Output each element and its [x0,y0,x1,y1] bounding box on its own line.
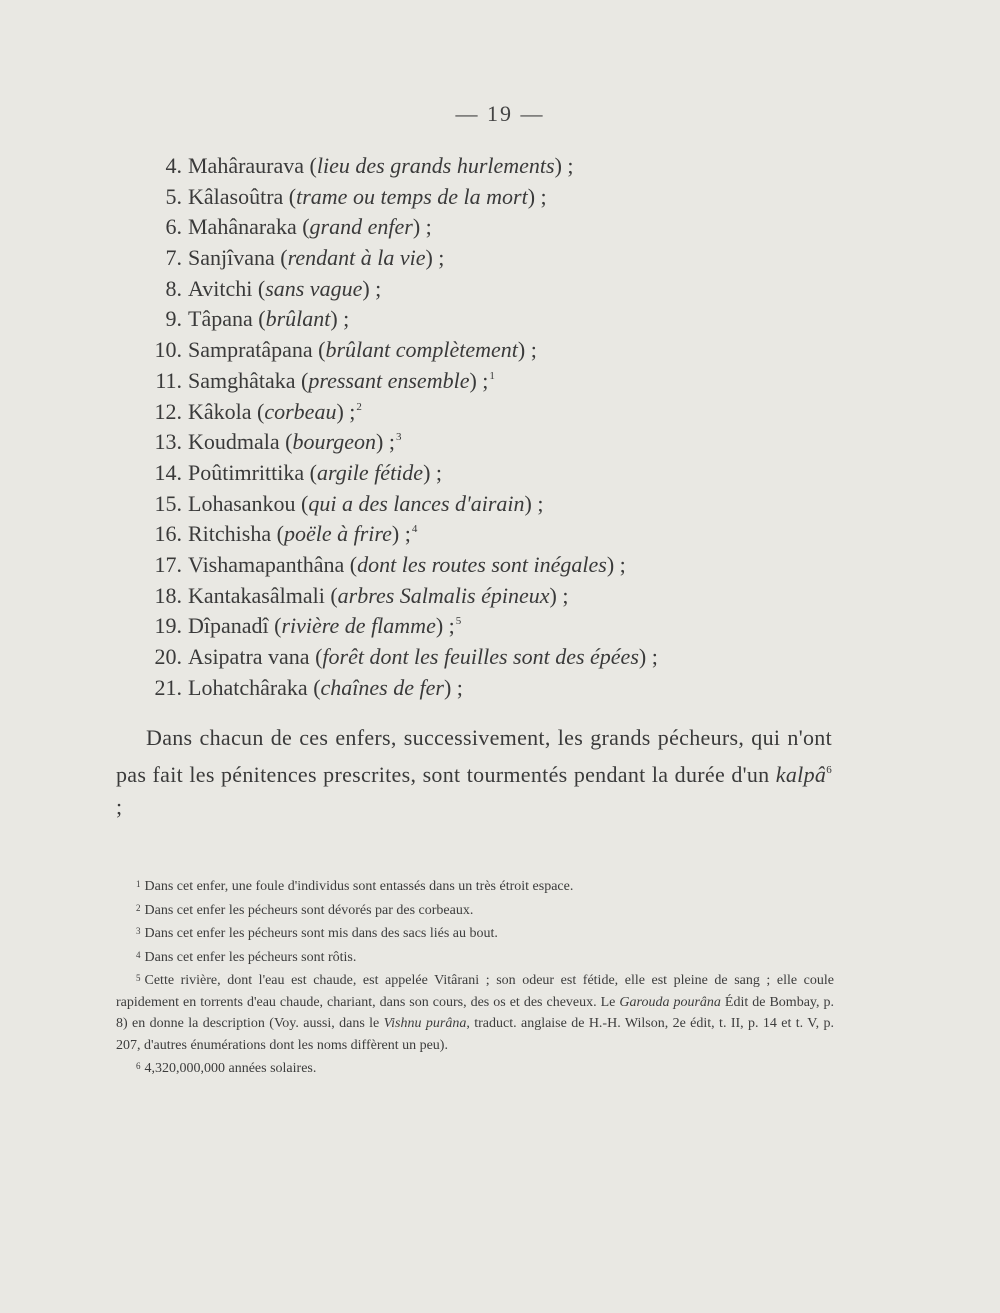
list-item: 10. Sampratâpana (brûlant complètement) ; [128,330,868,361]
paragraph-text: Dans chacun de ces enfers, successivement, les grands pécheurs, qui n'ont pas fait les pénitences prescrites, sont tourmentés pendant la durée d'un [116,725,832,787]
list-item: 7. Sanjîvana (rendant à la vie) ; [128,238,868,269]
item-gloss: poële à frire [283,521,392,547]
footnote-mark: 6 [136,1061,141,1071]
item-number: 16. [154,521,182,547]
item-number: 17. [154,551,182,577]
item-number: 12. [154,398,182,424]
item-number: 8. [165,275,182,301]
item-name: Ritchisha [188,521,272,547]
item-name: Koudmala [188,429,280,455]
item-gloss: brûlant complètement [325,337,518,363]
item-number: 9. [165,306,182,332]
item-number: 19. [154,613,182,639]
item-gloss: rivière de flamme [281,613,436,639]
list-item: 9. Tâpana (brûlant) ; [128,299,868,330]
item-name: Mahânaraka [188,214,297,240]
list-item: 16. Ritchisha (poële à frire) ;$^4$ [128,514,868,545]
footnote-mark: 1 [136,879,141,889]
item-gloss: dont les routes sont inégales [357,551,607,577]
footnote-mark: 4 [136,949,141,960]
list-item: 5. Kâlasoûtra (trame ou temps de la mort) ; [128,177,868,208]
footnote: $^3$ Dans cet enfer les pécheurs sont mis dans des sacs liés au bout. [136,926,498,941]
item-gloss: sans vague [265,275,363,301]
item-number: 6. [165,214,182,240]
footnote-ref: 1 [489,369,495,382]
footnote-ref: 5 [455,615,462,628]
body-paragraph: Dans chacun de ces enfers, successivement, les grands pécheurs, qui n'ont pas fait les pénitences prescrites, sont tourmentés pendant la durée d'un kalpâ$^6$ ; [116,725,832,819]
item-number: 14. [154,459,182,485]
item-gloss: pressant ensemble [308,367,470,393]
list-item: 17. Vishamapanthâna (dont les routes sont inégales) ; [128,545,868,576]
item-name: Kantakasâlmali [188,582,325,608]
item-name: Mahâraurava [188,153,305,178]
list-item: 14. Poûtimrittika (argile fétide) ; [128,453,868,484]
item-gloss: forêt dont les feuilles sont des épées [322,644,639,669]
item-gloss: qui a des lances d'airain [308,490,525,516]
item-name: Vishamapanthâna [188,551,345,577]
item-gloss: lieu des grands hurlements [316,153,555,178]
item-name: Asipatra vana [188,644,310,669]
item-name: Samghâtaka [188,367,296,393]
footnote-ref: 6 [826,764,832,776]
footnote-mark: 3 [136,926,141,936]
item-number: 7. [165,245,182,271]
item-name: Sanjîvana [188,245,275,271]
footnote: $^4$ Dans cet enfer les pécheurs sont rôtis. [136,949,357,965]
footnote: $^2$ Dans cet enfer les pécheurs sont dévorés par des corbeaux. [136,902,474,918]
item-gloss: trame ou temps de la mort [296,183,528,209]
item-gloss: bourgeon [292,429,376,455]
item-number: 11. [155,367,182,393]
item-number: 4. [165,153,182,178]
item-number: 13. [154,429,182,455]
item-gloss: chaînes de fer [320,674,444,700]
item-name: Poûtimrittika [188,459,305,485]
item-name: Dîpanadî [188,613,269,639]
list-item: 13. Koudmala (bourgeon) ;$^3$ [128,422,868,453]
item-name: Kâlasoûtra [188,183,284,209]
item-number: 21. [154,674,182,700]
list-item: 12. Kâkola (corbeau) ;$^2$ [128,392,868,423]
item-name: Avitchi [188,275,253,301]
item-name: Sampratâpana [188,337,313,363]
list-item: 6. Mahânaraka (grand enfer) ; [128,207,868,238]
page-number: — 19 — [455,101,545,126]
item-gloss: argile fétide [316,459,424,485]
footnote-ref: 2 [356,400,362,413]
footnote-ref: 3 [395,431,402,444]
item-gloss: corbeau [264,398,337,424]
item-number: 18. [154,582,182,608]
list-item: 18. Kantakasâlmali (arbres Salmalis épineux) ; [128,576,868,607]
list-item: 4. Mahâraurava (lieu des grands hurlements) ; [128,146,868,177]
item-number: 10. [154,337,182,363]
item-gloss: rendant à la vie [287,245,426,271]
item-name: Lohasankou [188,490,296,516]
item-number: 5. [165,183,182,209]
item-gloss: grand enfer [309,214,413,240]
item-number: 20. [154,644,182,669]
footnote-ref: 4 [411,523,418,536]
footnote: $^6$ 4,320,000,000 années solaires. [136,1061,317,1076]
footnote: $^5$ Cette rivière, dont l'eau est chaude, est appelée Vitârani ; son odeur est fétide, elle est pleine de sang ; elle coule rapidement en torrents d'eau chaude, chariant, dans son cours, des os et des cheveux. Le Garouda pourâna Édit de Bombay, p. 8) en donne la description (Voy. aussi, dans le Vishnu purâna, traduct. anglaise de H.-H. Wilson, 2e édit, t. II, p. 14 et t. V, p. 207, d'autres énumérations dont les noms diffèrent un peu). [116,973,834,1053]
list-item: 21. Lohatchâraka (chaînes de fer) ; [128,668,868,699]
item-number: 15. [154,490,182,516]
footnote-mark: 2 [136,902,141,913]
item-name: Lohatchâraka [188,674,308,700]
footnotes [116,874,834,1080]
paragraph-term: kalpâ [775,762,827,787]
footnote: $^1$ Dans cet enfer, une foule d'individus sont entassés dans un très étroit espace. [136,879,574,894]
list-item: 20. Asipatra vana (forêt dont les feuilles sont des épées) ; [128,637,868,668]
item-gloss: arbres Salmalis épineux [337,582,550,608]
item-name: Tâpana [188,306,253,332]
footnote-mark: 5 [136,973,141,983]
item-name: Kâkola [188,398,252,424]
list-item: 19. Dîpanadî (rivière de flamme) ;$^5$ [128,606,868,637]
item-gloss: brûlant [265,306,331,332]
list-item: 8. Avitchi (sans vague) ; [128,269,868,300]
list-item: 15. Lohasankou (qui a des lances d'airain) ; [128,484,868,515]
hell-list [128,146,868,698]
list-item: 11. Samghâtaka (pressant ensemble) ;$^1$ [128,361,868,392]
